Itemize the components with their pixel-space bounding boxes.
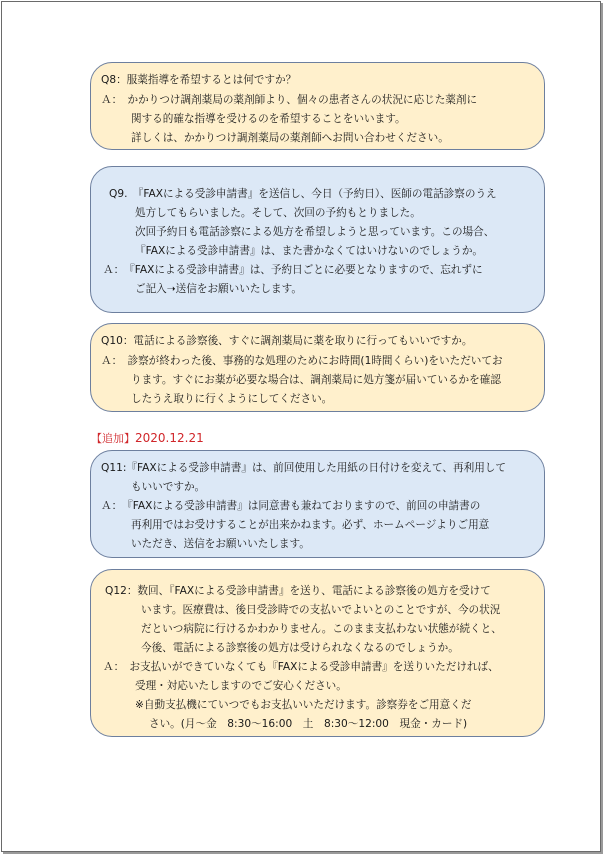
answer-text: Ａ： 『FAXによる受診申請書』は、予約日ごとに必要となりますので、忘れずに xyxy=(103,264,483,276)
answer-text: Ａ： 『FAXによる受診申請書』は同意書も兼ねておりますので、前回の申請書の xyxy=(101,500,481,512)
answer-text: 詳しくは、かかりつけ調剤薬局の薬剤師へお問い合わせください。 xyxy=(131,132,449,144)
addendum-tag: 【追加】 xyxy=(91,432,135,445)
question-text: Q8：服薬指導を希望するとは何ですか？ xyxy=(101,74,297,86)
question-text: います。医療費は、後日受診時での支払いでよいとのことですが、今の状況 xyxy=(141,604,501,616)
answer-text: Ａ： お支払いができていなくても『FAXによる受診申請書』を送りいただければ、 xyxy=(103,661,499,673)
qa-box-q9 xyxy=(90,166,545,313)
answer-text: Ａ： かかりつけ調剤薬局の薬剤師より、個々の患者さんの状況に応じた薬剤に xyxy=(101,94,478,106)
question-text: 『FAXによる受診申請書』は、また書かなくてはいけないのでしょうか。 xyxy=(135,245,484,257)
question-text: Q11:『FAXによる受診申請書』は、前回使用した用紙の日付けを変えて、再利用して xyxy=(101,462,506,474)
addendum-label xyxy=(91,431,204,446)
answer-text: Ａ： 診察が終わった後、事務的な処理のためにお時間(1時間くらい)をいただいてお xyxy=(101,355,503,367)
answer-text: いただき、送信をお願いいたします。 xyxy=(131,538,310,550)
question-text: だといつ病院に行けるかわかりません。このまま支払わない状態が続くと、 xyxy=(141,623,502,635)
qa-box-q8 xyxy=(90,62,545,150)
question-text: もいいですか。 xyxy=(131,481,206,493)
qa-box-q10 xyxy=(90,323,545,412)
answer-text: 関する的確な指導を受けるのを希望することをいいます。 xyxy=(131,113,406,125)
qa-box-q11 xyxy=(90,450,545,558)
question-text: Q9. 『FAXによる受診申請書』を送信し、今日（予約日）、医師の電話診察のうえ xyxy=(109,188,497,200)
question-text: 次回予約日も電話診察による処方を希望しようと思っています。この場合、 xyxy=(135,226,495,238)
answer-text: ります。すぐにお薬が必要な場合は、調剤薬局に処方箋が届いているかを確認 xyxy=(131,374,501,386)
answer-note: さい。(月～金 8:30～16:00 土 8:30～12:00 現金・カード) xyxy=(149,718,468,730)
question-text: 今後、電話による診察後の処方は受けられなくなるのでしょうか。 xyxy=(141,642,459,654)
qa-box-q12 xyxy=(90,569,545,737)
question-text: 処方してもらいました。そして、次回の予約もとりました。 xyxy=(135,207,421,219)
answer-text: 再利用ではお受けすることが出来かねます。必ず、ホームページよりご用意 xyxy=(131,519,490,531)
answer-note: ※自動支払機にていつでもお支払いいただけます。診察券をご用意くだ xyxy=(135,699,472,711)
answer-text: ご記入➝送信をお願いいたします。 xyxy=(135,283,302,295)
question-text: Q10：電話による診察後、すぐに調剤薬局に薬を取りに行ってもいいですか。 xyxy=(101,335,473,347)
question-text: Q12：数回、『FAXによる受診申請書』を送り、電話による診察後の処方を受けて xyxy=(105,585,491,597)
addendum-date: 2020.12.21 xyxy=(135,431,204,445)
answer-text: したうえ取りに行くようにしてください。 xyxy=(131,393,333,405)
answer-text: 受理・対応いたしますのでご安心ください。 xyxy=(135,680,347,692)
